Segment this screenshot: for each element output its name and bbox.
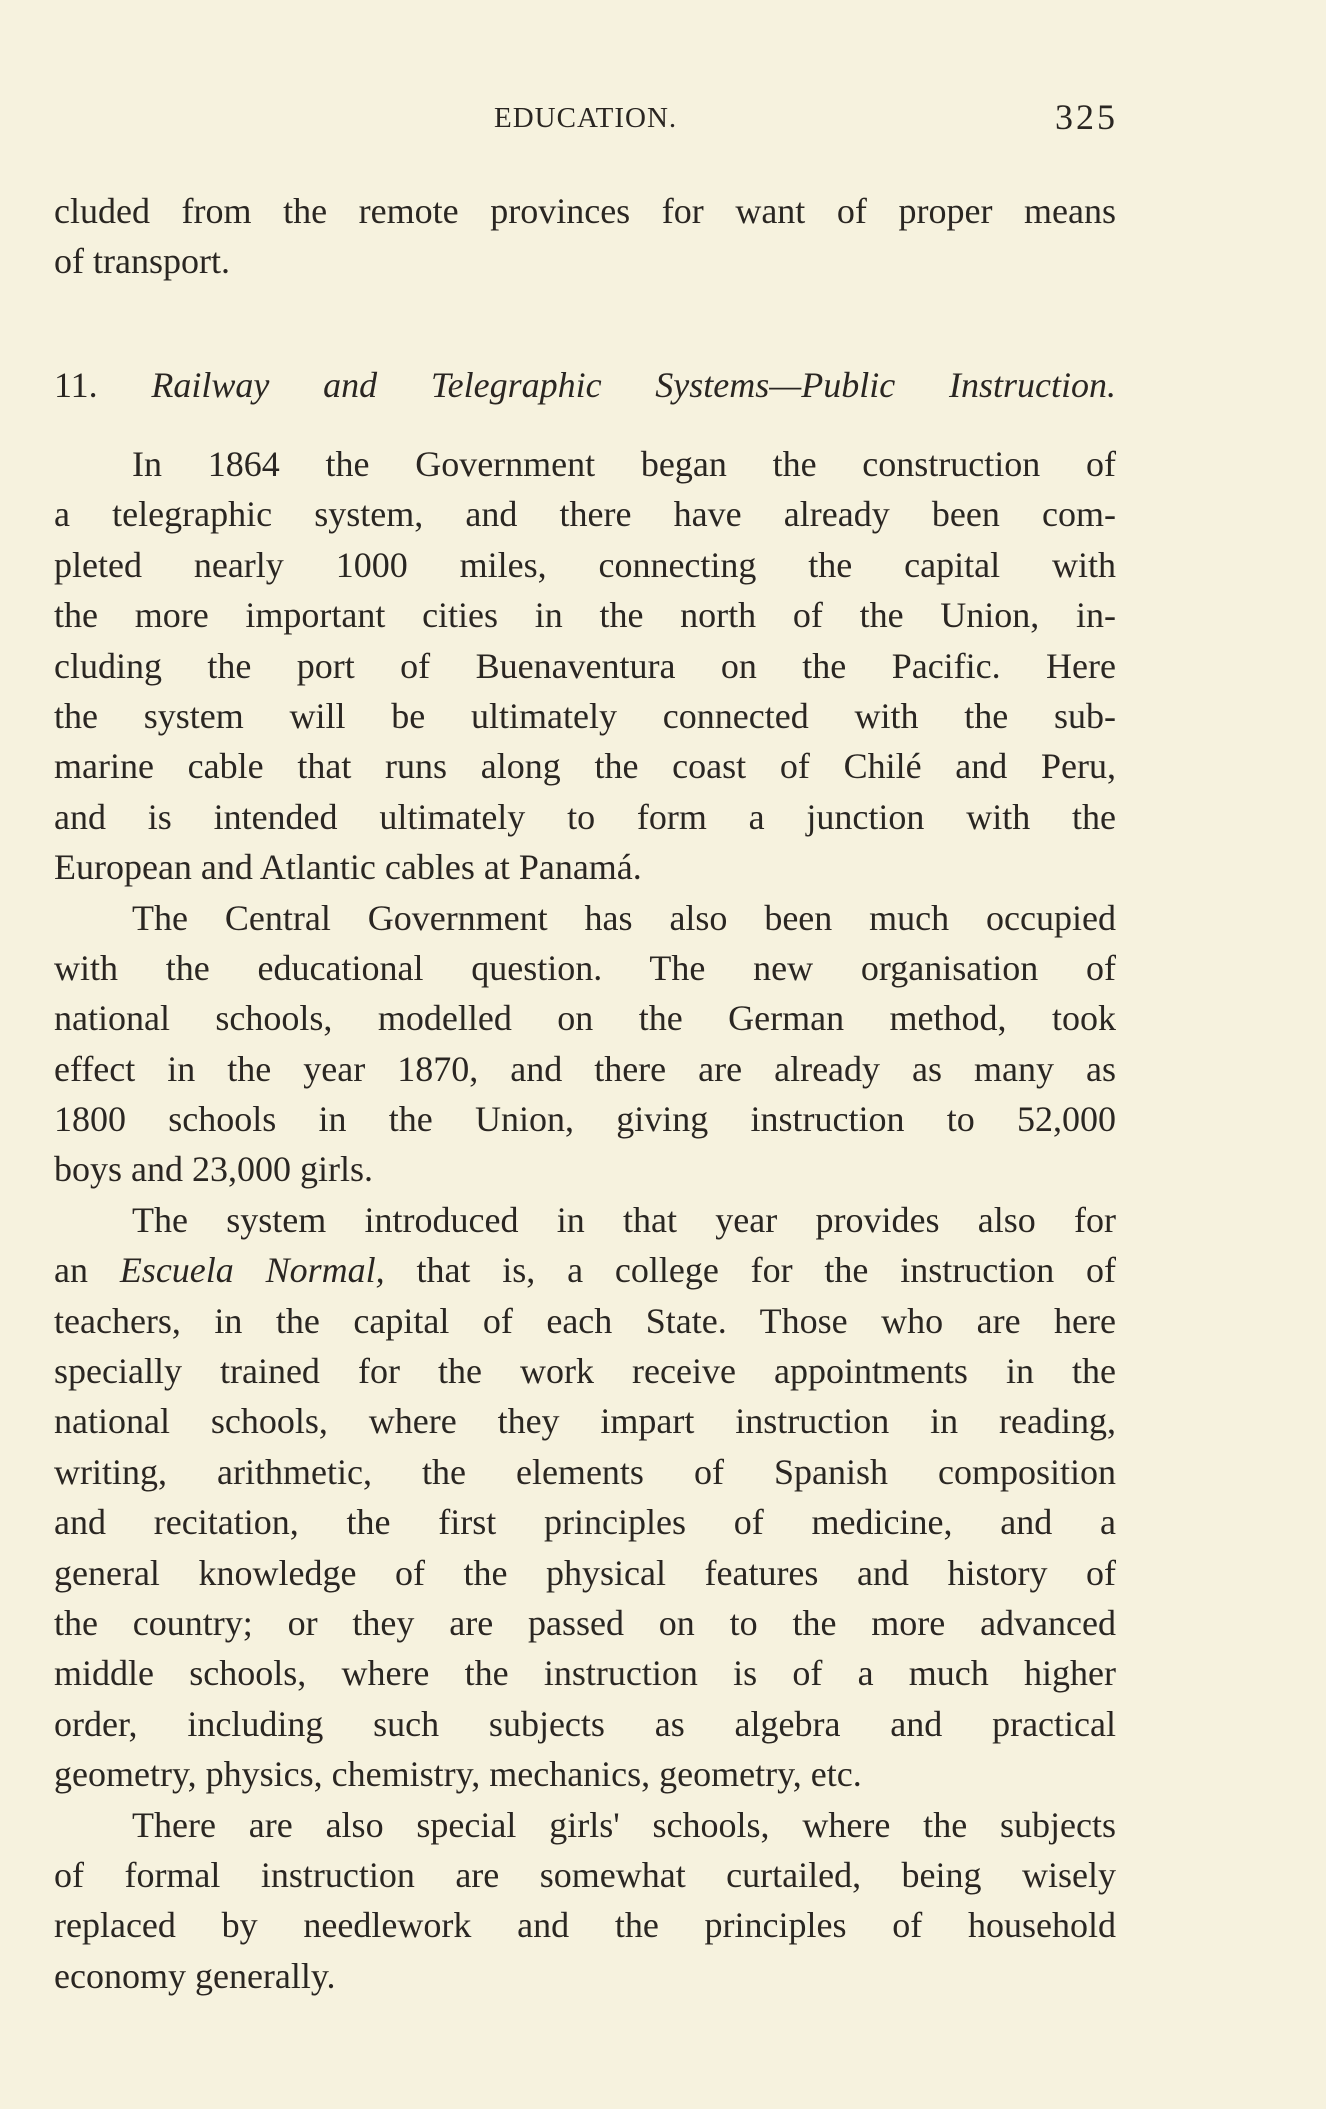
text-line: middle schools, where the instruction is of a much higher [54, 1653, 1116, 1694]
paragraph-rest [54, 1296, 1116, 1800]
text-line: national schools, modelled on the German method, took [54, 998, 1116, 1039]
text-line: In 1864 the Government began the construction of [132, 444, 1116, 484]
body-text [54, 439, 1116, 2001]
text-line [54, 1245, 1116, 1295]
text-line: European and Atlantic cables at Panamá. [54, 847, 642, 888]
text-line: and is intended ultimately to form a junction with the [54, 796, 1116, 837]
text-line: writing, arithmetic, the elements of Spanish composition [54, 1451, 1116, 1492]
text-line: cluded from the remote provinces for want of proper means [54, 191, 1116, 231]
text-line: a telegraphic system, and there have already been com- [54, 494, 1116, 535]
text-line: economy generally. [54, 1955, 336, 1996]
text-line: The Central Government has also been much occupied [132, 897, 1116, 938]
text-line: pleted nearly 1000 miles, connecting the capital with [54, 544, 1116, 585]
text-line: There are also special girls' schools, where the subjects [132, 1804, 1116, 1845]
paragraph [54, 439, 1116, 893]
text-line: the system will be ultimately connected with the sub- [54, 695, 1116, 736]
text-line: general knowledge of the physical features and history of [54, 1552, 1116, 1593]
text-line: of formal instruction are somewhat curtailed, being wisely [54, 1854, 1116, 1895]
continuation-paragraph [54, 186, 1116, 287]
text-line: of transport. [54, 241, 230, 282]
section-heading [54, 360, 1116, 410]
text-line: marine cable that runs along the coast of Chilé and Peru, [54, 746, 1116, 787]
text-line: the country; or they are passed on to the more advanced [54, 1602, 1116, 1643]
text-line: the more important cities in the north of the Union, in- [54, 595, 1116, 636]
section-number: 11. [54, 365, 98, 405]
running-head: EDUCATION. [494, 102, 678, 134]
text-line: national schools, where they impart instruction in reading, [54, 1401, 1116, 1442]
escuela-normal-term: Escuela Normal, [119, 1250, 385, 1291]
paragraph [54, 1195, 1116, 1800]
text-line: cluding the port of Buenaventura on the Pacific. Here [54, 645, 1116, 686]
text-segment: that is, a college for the instruction of [384, 1250, 1117, 1291]
text-line: The system introduced in that year provides also for [132, 1199, 1116, 1240]
text-line: and recitation, the first principles of medicine, and a [54, 1502, 1116, 1543]
text-segment: an [54, 1250, 120, 1291]
paragraph [54, 893, 1116, 1195]
text-line: teachers, in the capital of each State. Those who are here [54, 1300, 1116, 1341]
text-line: order, including such subjects as algebra and practical [54, 1703, 1116, 1744]
section-title: Railway and Telegraphic Systems—Public Instruction. [151, 365, 1116, 405]
text-line: with the educational question. The new organisation of [54, 947, 1116, 988]
page-number: 325 [1055, 97, 1118, 137]
text-line: effect in the year 1870, and there are already as many as [54, 1048, 1116, 1089]
paragraph [54, 1800, 1116, 2002]
text-line: replaced by needlework and the principles of household [54, 1905, 1116, 1946]
text-line: boys and 23,000 girls. [54, 1149, 373, 1190]
text-line: 1800 schools in the Union, giving instruction to 52,000 [54, 1099, 1116, 1140]
text-line: geometry, physics, chemistry, mechanics, geometry, etc. [54, 1754, 862, 1795]
text-line: specially trained for the work receive appointments in the [54, 1351, 1116, 1392]
